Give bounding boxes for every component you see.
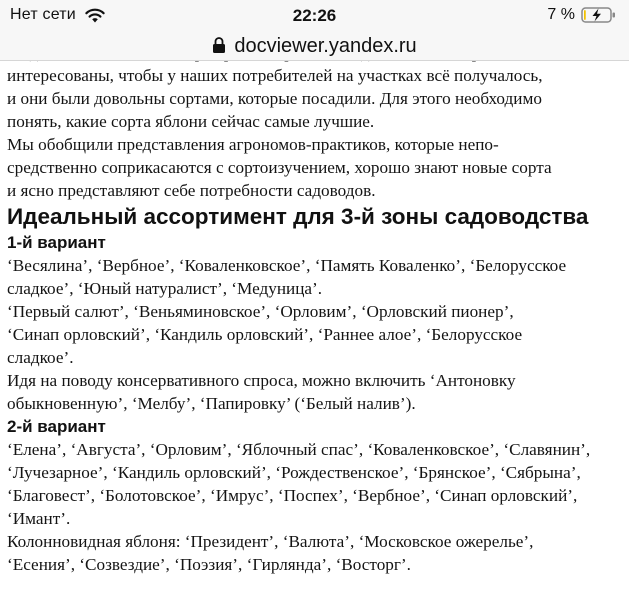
address-bar[interactable] [0,32,629,61]
document-page [7,61,625,576]
variant-1-line-7: обыкновенную’, ‘Мелбу’, ‘Папировку’ (‘Белый налив’). [7,394,416,413]
intro-line-2: интересованы, чтобы у наших потребителей на участках всё получалось, [7,66,543,85]
cut-off-line [7,61,625,64]
variant-2-title: 2-й вариант [7,417,106,436]
intro-line-6: средственно соприкасаются с сортоизучением, хорошо знают новые сорта [7,158,552,177]
intro-line-4: понять, какие сорта яблони сейчас самые лучшие. [7,112,375,131]
variant-1-line-4: ‘Синап орловский’, ‘Кандиль орловский’, ‘Раннее алое’, ‘Белорусское [7,325,523,344]
variant-1-line-1: ‘Весялина’, ‘Вербное’, ‘Коваленковское’, ‘Память Коваленко’, ‘Белорусское [7,256,567,275]
variant-2-line-5: Колонновидная яблоня: ‘Президент’, ‘Валюта’, ‘Московское ожерелье’, [7,532,534,551]
variant-1-line-3: ‘Первый салют’, ‘Веньяминовское’, ‘Орловим’, ‘Орловский пионер’, [7,302,514,321]
intro-line-1 [7,61,533,64]
intro-line-3: и они были довольны сортами, которые посадили. Для этого необходимо [7,89,542,108]
lock-icon [212,36,226,54]
variant-1-line-6: Идя на поводу консервативного спроса, можно включить ‘Антоновку [7,371,516,390]
status-bar [0,0,629,32]
battery-charging-icon [581,6,617,24]
carrier-label: Нет сети [10,6,76,23]
url-text[interactable]: docviewer.yandex.ru [234,34,417,57]
variant-2-line-1: ‘Елена’, ‘Августа’, ‘Орловим’, ‘Яблочный спас’, ‘Коваленковское’, ‘Славянин’, [7,440,591,459]
variant-2-line-2: ‘Лучезарное’, ‘Кандиль орловский’, ‘Рождественское’, ‘Брянское’, ‘Сябрына’, [7,463,581,482]
variant-1-line-2: сладкое’, ‘Юный натуралист’, ‘Медуница’. [7,279,323,298]
battery-percent: 7 % [547,6,575,23]
intro-line-7: и ясно представляют себе потребности садоводов. [7,181,376,200]
section-heading: Идеальный ассортимент для 3-й зоны садоводства [7,204,589,229]
intro-line-5: Мы обобщили представления агрономов-практиков, которые непо- [7,135,499,154]
variant-2-line-4: ‘Имант’. [7,509,71,528]
variant-2-line-3: ‘Благовест’, ‘Болотовское’, ‘Имрус’, ‘Поспех’, ‘Вербное’, ‘Синап орловский’, [7,486,578,505]
variant-1-line-5: сладкое’. [7,348,74,367]
variant-1-title: 1-й вариант [7,233,106,252]
clock: 22:26 [292,6,337,25]
battery-status [547,6,617,24]
battery-level-fill [584,10,586,20]
document-viewer[interactable] [0,61,629,600]
variant-2-line-6: ‘Есения’, ‘Созвездие’, ‘Поэзия’, ‘Гирлянда’, ‘Восторг’. [7,555,411,574]
